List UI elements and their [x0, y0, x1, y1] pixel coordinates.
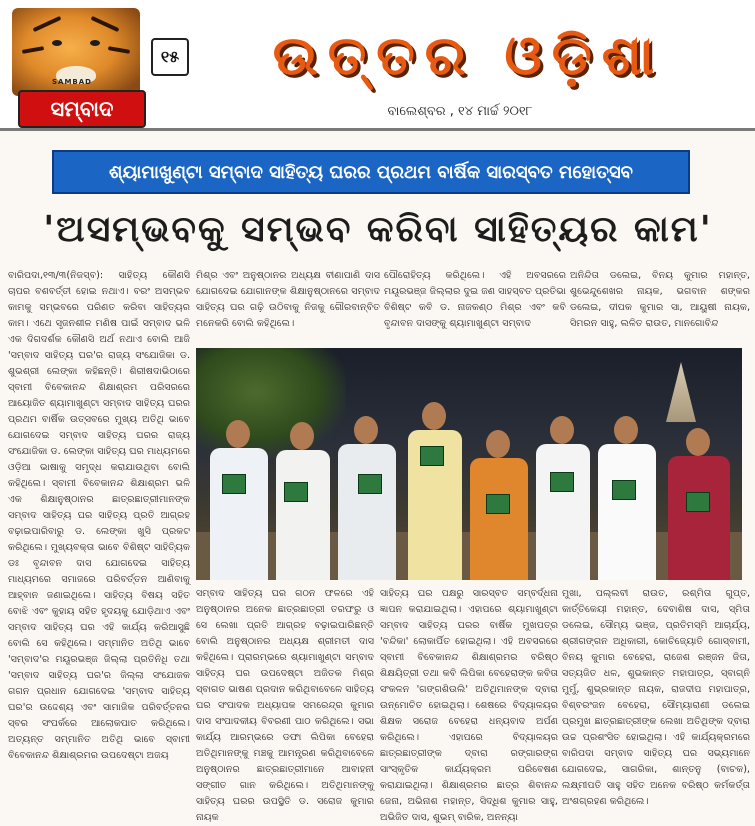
article-column-3-bottom: ସାହିତ୍ୟ ଘର ପକ୍ଷରୁ ସାରସ୍ବତ ସମ୍ବର୍ଦ୍ଧନା ଜ୍ଞାପନ କରାଯାଇଥିଲା। ଏହାପରେ ଶ୍ୟାମାଖୁଣ୍ଟା ସମ୍ବାଦ ସାହିତ୍ୟ ଘରର ବାର୍ଷିକ ମୁଖପତ୍ର 'ବନ୍ଦିକା' ଲୋକାର୍ପିତ ହୋଇଥିଲା। ଏହି ଅବସରରେ ସ୍ବାମୀ ବିବେକାନନ୍ଦ ଶିକ୍ଷାଶ୍ରମର ବରିଷ୍ଠ ଶିକ୍ଷୟିତ୍ରୀ ତଥା କବି ଲିପିକା ବେହେରାଙ୍କ କବିତା ସଂକଳନ 'ଗଙ୍ଗଶିଉଲି' ଅତିଥିମାନଙ୍କ ଦ୍ବାରା ଉନ୍ମୋଚିତ ହୋଇଥିଲା। ଶେଷରେ ବିଦ୍ୟାଳୟର ଶିକ୍ଷକ ସରୋଜ ବେହେରା ଧନ୍ୟବାଦ ଅର୍ପଣ କରିଥିଲେ। ଏହାପରେ ବିଦ୍ୟାଳୟର ଛାତ୍ରଛାତ୍ରୀଙ୍କ ଦ୍ବାରା ରଙ୍ଗାରଙ୍ଗ ସାଂସ୍କୃତିକ କାର୍ଯ୍ୟକ୍ରମ ପରିବେଷଣ କରାଯାଇଥିଲା। ଶିକ୍ଷାଶ୍ରମର ଛାତ୍ର ଶିବାନନ୍ଦ ଜେନା, ଅଭିନାଶ ମହାନ୍ତ, ସିଦ୍ଧିଶ କୁମାର ସାହୁ, ଅଭିଜିତ ଦାସ, ଶୁଭମ୍ ବାରିକ, ଅନନ୍ୟା	[380, 588, 558, 823]
article-column-4-top: ଅନିନ୍ଦିତା ଡଲେଇ, ବିନୟ କୁମାର ମହାନ୍ତ, ଶୁଭେନ୍ଦୁଶେଖର ନାୟକ, ଭଗବାନ ଶଙ୍କର ଡଲେଇ, ଦୀପକ କୁମାର ସା, ଆୟୁଷୀ ନାୟକ, ସିମରନ ସାହୁ, ଲଳିତ ରାଉତ, ମାନଗୋବିନ୍ଦ	[570, 270, 750, 329]
person-figure	[464, 410, 534, 580]
person-figure	[592, 402, 662, 580]
article-column-3-top: ପୌରୋହିତ୍ୟ କରିଥିଲେ। ଏହି ଅବସରରେ ମୟୂରଭଞ୍ଜ ଜିଲ୍ଲାର ଦୁଇ ଜଣ ସାହସ୍ବତ ପ୍ରତିଭା ବିଶିଷ୍ଟ କବି ଡ. ନାଜକଣ୍ଠ ମିଶ୍ର ଏବଂ କବି ବୃନ୍ଦାବନ ଦାସଙ୍କୁ ଶ୍ୟାମାଖୁଣ୍ଟା ସମ୍ବାଦ	[384, 270, 566, 329]
article-column-1: ବାରିପଦା,୧୩/୩(ନିଜସ୍ବ): ସାହିତ୍ୟ କୌଣସି ଚାପର ବଶବର୍ତ୍ତୀ ହୋଇ ନଥାଏ। ବରଂ ଅସମ୍ଭବ କାମକୁ ସମ୍ଭବରେ ପରିଣତ କରିବା ସାହିତ୍ୟର କାମ। ଏଥେ ସୃଜନଶୀଳ ମଣିଷ ପାଇଁ ସମ୍ବାଦ ଭଳି ଏକ ଦିଗଦର୍ଶକ କୌଣସି ଅର୍ଥ ନଥାଏ ବୋଲି ଆଜି 'ସମ୍ବାଦ ସାହିତ୍ୟ ଘର'ର ରାଜ୍ୟ ସଂଯୋଜିକା ଡ. ଶୁଭଶ୍ରୀ ଲେଙ୍କା କହିଛନ୍ତି। ଶିରୀଷଦାଭିଠାରେ ସ୍ବାମୀ ବିବେକାନନ୍ଦ ଶିକ୍ଷାଶ୍ରମ ପରିସରରେ ଆୟୋଜିତ ଶ୍ୟାମାଖୁଣ୍ଟା ସମ୍ବାଦ ସାହିତ୍ୟ ଘରର ପ୍ରଥମ ବାର୍ଷିକ ଉତ୍ସବରେ ମୁଖ୍ୟ ଅତିଥି ଭାବେ ଯୋଗଦେଇ ସମ୍ବାଦ ସାହିତ୍ୟ ଘରର ରାଜ୍ୟ ସଂଯୋଜିକା ଡ. ଲେଙ୍କା ସାହିତ୍ୟ ଘର ମାଧ୍ୟମରେ ଓଡ଼ିଆ ଭାଷାକୁ ସମୃଦ୍ଧ କରାଯାଉଥିବା ବୋଲି କହିଥିଲେ। ସ୍ବାମୀ ବିବେକାନନ୍ଦ ଶିକ୍ଷାଶ୍ରମ ଭଳି ଏକ ଶିକ୍ଷାନୁଷ୍ଠାନର ଛାତ୍ରଛାତ୍ରୀମାନଙ୍କ ସମ୍ବାଦ ସାହିତ୍ୟ ଘର ସାହିତ୍ୟ ପ୍ରତି ଆଗ୍ରହ ବଢ଼ାଇପାରିବାରୁ ଡ. ଲେଙ୍କା ଖୁସି ପ୍ରକଟ କରିଥିଲେ। ମୁଖ୍ୟବକ୍ତା ଭାବେ ବିଶିଷ୍ଟ ସାହିତ୍ୟିକ ଡଃ ବୃନ୍ଦାବନ ଦାସ ଯୋଗଦେଇ ସାହିତ୍ୟ ମାଧ୍ୟମରେ ସମାଜରେ ପରିବର୍ତ୍ତନ ଆଣିବାକୁ ଆହ୍ବାନ ଜଣାଇଥିଲେ। ସାହିତ୍ୟ ବିଷୟ ସହିତ ବୋଝି ଏବଂ କୁହାୟ ସହିତ ହୃଦୟକୁ ଯୋଡ଼ିଥାଏ ଏବଂ ସମ୍ବାଦ ସାହିତ୍ୟ ଘର ଏହି କାର୍ଯ୍ୟ କରିଆସୁଛି ବୋଲି ସେ କହିଥିଲେ। ସମ୍ମାନିତ ଅତିଥି ଭାବେ 'ସମ୍ବାଦ'ର ମୟୂରଭଞ୍ଜ ଜିଲ୍ଲା ପ୍ରତିନିଧି ତଥା 'ସମ୍ବାଦ ସାହିତ୍ୟ ଘର'ର ଜିଲ୍ଲା ସଂଯୋଜକ ଗଗନ ପ୍ରଧାନ ଯୋଗଦେଇ 'ସମ୍ବାଦ ସାହିତ୍ୟ ଘର'ର ଉଦ୍ଦେଶ୍ୟ ଏବଂ ସାମାଜିକ ପରିବର୍ତ୍ତନର ସ୍ବର ସଂପର୍କରେ ଆଲୋକପାତ କରିଥିଲେ। ଅତ୍ୟନ୍ତ ସମ୍ମାନିତ ଅତିଥି ଭାବେ ସ୍ବାମୀ ବିବେକାନନ୍ଦ ଶିକ୍ଷାଶ୍ରମର ଉପଦେଷ୍ଟା ଅଜୟ	[8, 270, 190, 761]
article-column-4-bottom: ମୁଖା, ପଲ୍ଲବୀ ରାଉତ, ରଶ୍ମିତା ଗୁପ୍ତ, କାର୍ତ୍ତିକେୟୀ ମହାନ୍ତ, ଦେବାଶିଷ ଦାସ, ସ୍ମିତା ଡଲେଇ, ସୌମ୍ୟ ଭଞ୍ଜ, ପ୍ରତିମସ୍ମି ଆଚାର୍ଯ୍ୟ, ଶ୍ରୀଗଙ୍ଗନ ଅଧିକାରୀ, କୋଚିଜ୍ୟୋତି ଗୋସ୍ବାମୀ, ବିନୟ କୁମାର ବେହେରା, ରାଜେଶ ରଞ୍ଜନ ଜିତା, ସତ୍ୟଜିତ ଧଳ, ଶୁଭକାନ୍ତ ମହାପାତ୍ର, ସ୍ବାଗ୍ନି ମୁର୍ମୁ, ଶୁଭ୍ରକାନ୍ତ ନାୟକ, ରାଜଦୀପ ମହାପାତ୍ର, ବିଶ୍ବରଂଜନ ବେହେରା, ସୌମ୍ୟାରାଣୀ ଡଲେଇ ପ୍ରମୁଖ ଛାତ୍ରଛାତ୍ରୀଙ୍କ ଲେଖା ଅତିଥିଙ୍କ ଦ୍ବାରା ଉଚ୍ଚ ପ୍ରଶଂସିତ ହୋଇଥିଲା। ଏହି କାର୍ଯ୍ୟକ୍ରମରେ ବାରିପଦା ସମ୍ବାଦ ସାହିତ୍ୟ ଘର ସଭ୍ୟମାନେ ଯୋଗଦେଇ, ସାଗରିକା, ଶାନ୍ତନୁ (ବାଚକ), ଲକ୍ଷ୍ମୀପତି ସାହୁ ସହିତ ଅନେକ ବରିଷ୍ଠ କର୍ମକର୍ତ୍ତା ଅଂଶଗ୍ରହଣ କରିଥିଲେ।	[562, 588, 750, 807]
person-figure	[204, 400, 274, 580]
divider	[0, 128, 755, 131]
masthead	[0, 0, 755, 128]
person-figure	[662, 408, 736, 580]
article-column-2-bottom: ସମ୍ବାଦ ସାହିତ୍ୟ ଘର ଗଠନ ଫଳରେ ଏହି ଅନୁଷ୍ଠାନର ଅନେକ ଛାତ୍ରଛାତ୍ରୀ ତରଫରୁ ଓ ସେ ଲେଖା ପ୍ରତି ଆଗ୍ରହ ବଢ଼ାଇପାରିଛନ୍ତି ବୋଲି ଅନୁଷ୍ଠାନର ଅଧ୍ୟକ୍ଷ ଶ୍ରୀମତୀ ଦାସ କହିଥିଲେ। ପ୍ରାରମ୍ଭରେ ଶ୍ୟାମାଖୁଣ୍ଟା ସମ୍ବାଦ ସାହିତ୍ୟ ଘର ଉପଦେଷ୍ଟା ଅଜିତକ ମିଶ୍ର ସ୍ବାଗତ ଭାଷଣ ପ୍ରଦାନ କରିଥିବାବେଳେ ସାହିତ୍ୟ ଘର ସଂପାଦକ ଅଧ୍ୟାପକ ସମରେନ୍ଦ୍ର କୁମାର ଦାସ ସଂପାଦକୀୟ ବିବରଣୀ ପାଠ କରିଥିଲେ। ସଭା କାର୍ଯ୍ୟ ଆରମ୍ଭରେ ଡଫା ଲିପିକା ବେହେରା ଅତିଥିମାନଙ୍କୁ ମଞ୍ଚକୁ ଆମନ୍ତ୍ରଣ କରିଥିବାବେଳେ ଅନୁଷ୍ଠାନର ଛାତ୍ରଛାତ୍ରୀମାନେ ଆବାହନୀ ସଙ୍ଗୀତ ଗାନ କରିଥିଲେ। ଅତିଥିମାନଙ୍କୁ ସାହିତ୍ୟ ଘରର ଉପସ୍ଥିତି ଡ. ସରୋଜ କୁମାର ନାୟକ	[196, 588, 374, 823]
article-column-2-top: ମିଶ୍ର ଏବଂ ଅନୁଷ୍ଠାନର ଅଧ୍ୟକ୍ଷ ବୀଣାପାଣି ଦାସ ଯୋଗଦେଇ ଯୋଗାନଙ୍କ ଶିକ୍ଷାନୁଷ୍ଠାନରେ ସମ୍ବାଦ ସାହିତ୍ୟ ଘର ଗଢ଼ି ଉଠିବାକୁ ନିଜକୁ ଗୌରବାନ୍ବିତ ମନେକରି ବୋଲି କହିଥିଲେ।	[196, 270, 380, 329]
article-kicker: ଶ୍ୟାମାଖୁଣ୍ଟା ସମ୍ବାଦ ସାହିତ୍ୟ ଘରର ପ୍ରଥମ ବାର୍ଷିକ ସାରସ୍ବତ ମହୋତ୍ସବ	[52, 150, 690, 194]
article-headline: 'ଅସମ୍ଭବକୁ ସମ୍ଭବ କରିବା ସାହିତ୍ୟର କାମ'	[43, 209, 713, 250]
brand-name: ସମ୍ବାଦ	[50, 96, 114, 121]
page-title: ଉତ୍ତର ଓଡ଼ିଶା	[272, 24, 665, 87]
event-photo	[196, 348, 742, 580]
person-figure	[270, 404, 336, 580]
person-figure	[530, 398, 596, 580]
brand-logo	[18, 90, 146, 128]
issue-number-badge: ୧୫	[151, 38, 189, 76]
person-figure	[402, 390, 468, 580]
brand-small: SAMBAD	[52, 78, 92, 86]
date-line: ବାଲେଶ୍ବର , ୧୪ ମାର୍ଚ୍ଚ ୨୦୧୮	[387, 104, 533, 119]
person-figure	[332, 400, 402, 580]
